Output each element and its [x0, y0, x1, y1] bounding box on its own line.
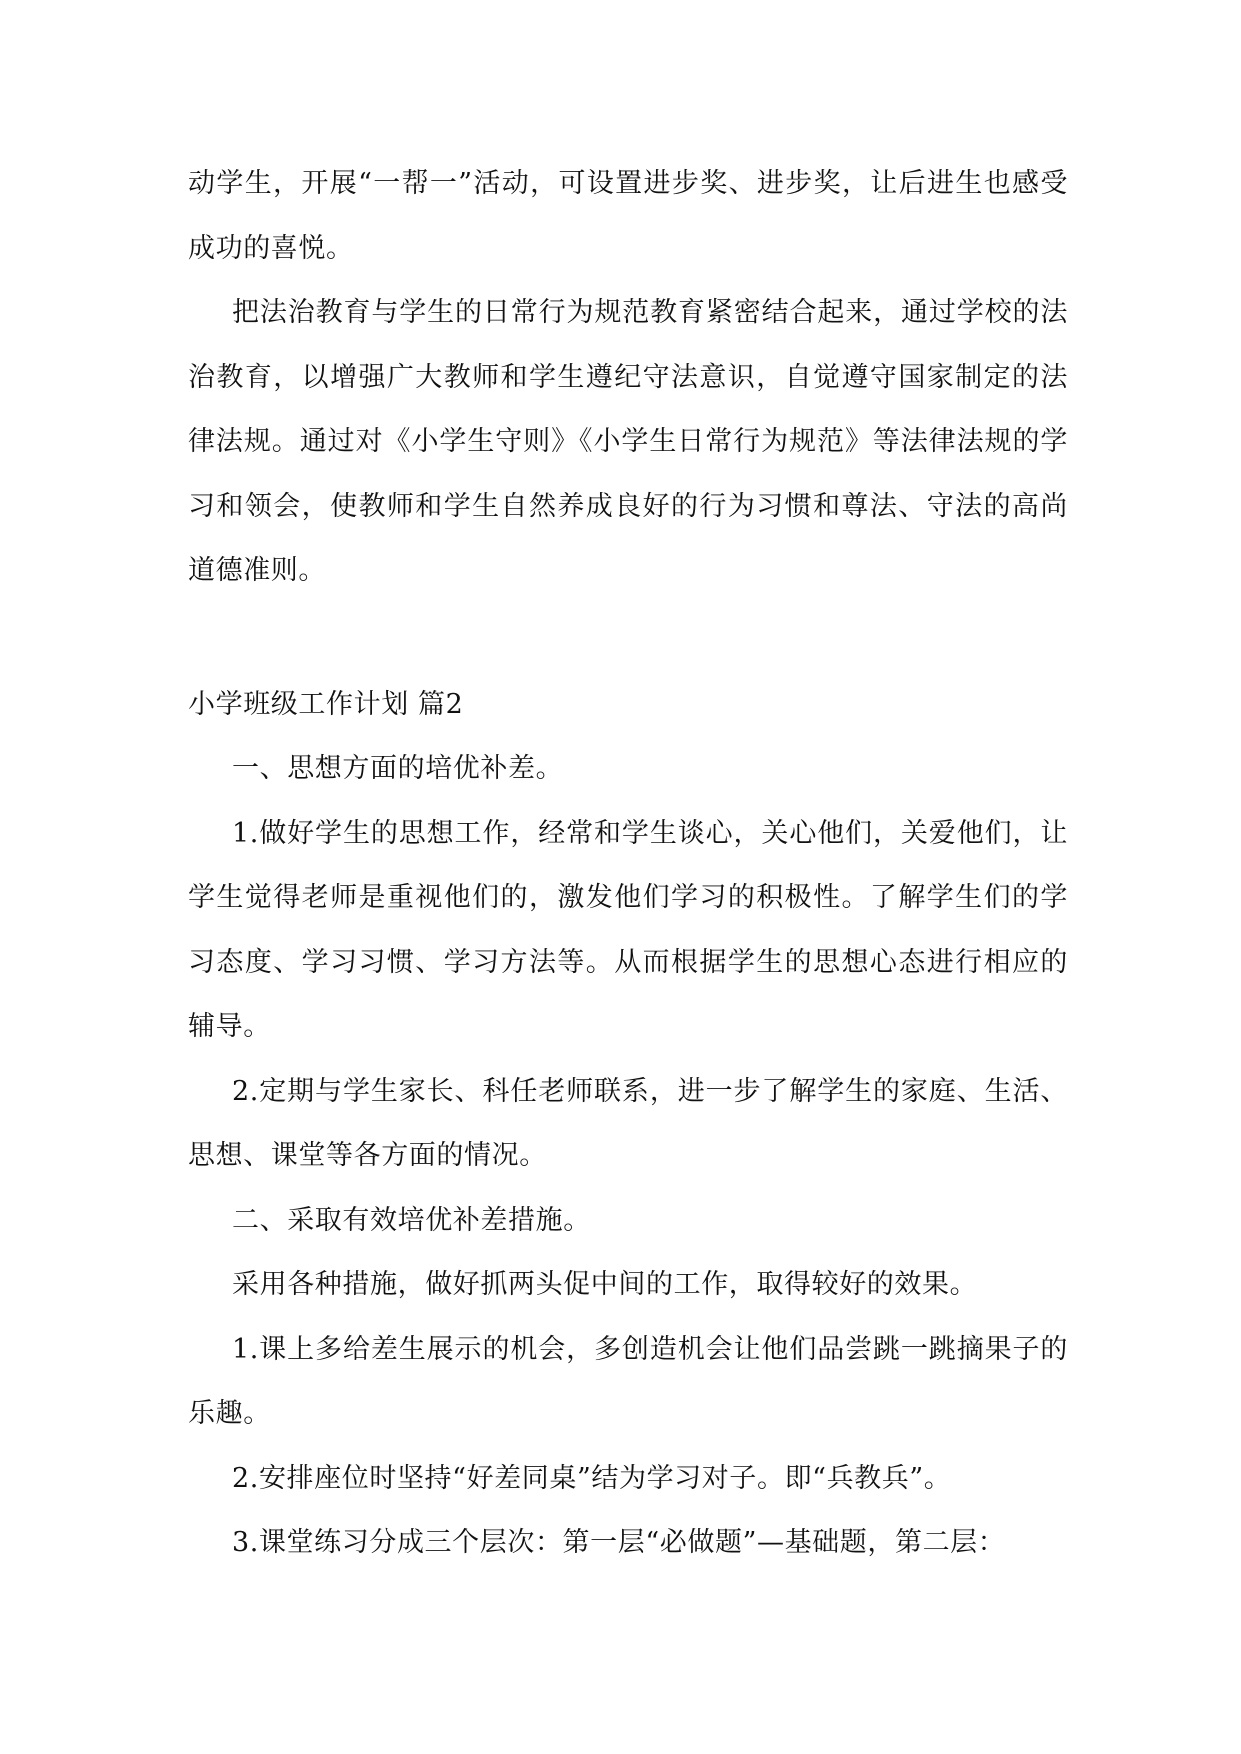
- item-thought-work: 1.做好学生的思想工作，经常和学生谈心，关心他们，关爱他们，让学生觉得老师是重视他们的，激发他们学习的积极性。了解学生们的学习态度、学习习惯、学习方法等。从而根据学生的思想心态进行相应的辅导。: [188, 817, 1068, 1042]
- legal-education-paragraph: 把法治教育与学生的日常行为规范教育紧密结合起来，通过学校的法治教育，以增强广大教师和学生遵纪守法意识，自觉遵守国家制定的法律法规。通过对《小学生守则》《小学生日常行为规范》等法律法规的学习和领会，使教师和学生自然养成良好的行为习惯和尊法、守法的高尚道德准则。: [188, 297, 1068, 586]
- heading-thought-aspect: 一、思想方面的培优补差。: [232, 753, 564, 784]
- item-seating: 2.安排座位时坚持“好差同桌”结为学习对子。即“兵教兵”。: [232, 1462, 952, 1494]
- section-title: 小学班级工作计划 篇2: [188, 688, 464, 720]
- continuation-paragraph: 动学生，开展“一帮一”活动，可设置进步奖、进步奖，让后进生也感受成功的喜悦。: [188, 168, 1068, 264]
- item-contact-parents: 2.定期与学生家长、科任老师联系，进一步了解学生的家庭、生活、思想、课堂等各方面的情况。: [188, 1075, 1068, 1171]
- measures-intro: 采用各种措施，做好抓两头促中间的工作，取得较好的效果。: [232, 1269, 978, 1300]
- section-spacer: [188, 604, 1068, 673]
- item-class-opportunities: 1.课上多给差生展示的机会，多创造机会让他们品尝跳一跳摘果子的乐趣。: [188, 1333, 1068, 1429]
- item-exercise-levels: 3.课堂练习分成三个层次：第一层“必做题”—基础题，第二层：: [232, 1527, 1006, 1558]
- heading-measures: 二、采取有效培优补差措施。: [232, 1204, 591, 1236]
- document-body: [188, 152, 1068, 1576]
